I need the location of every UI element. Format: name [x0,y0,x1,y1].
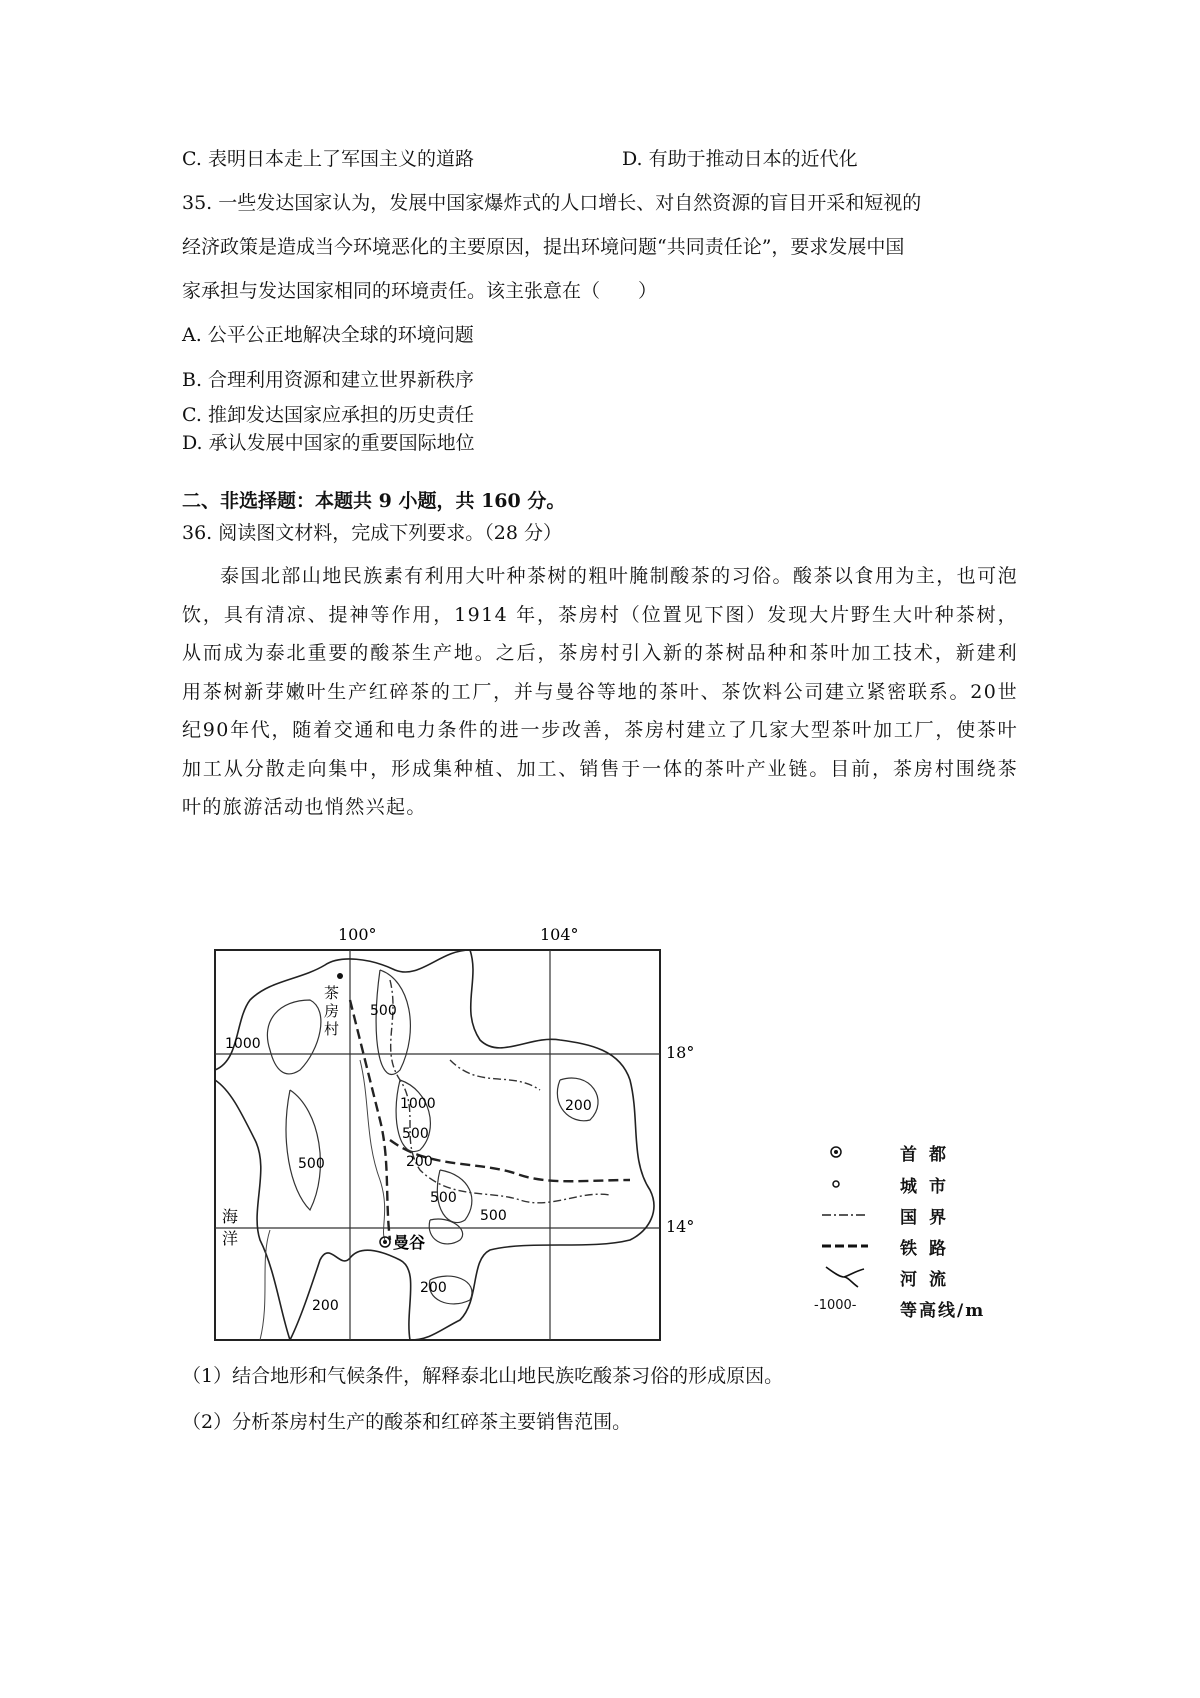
q35-option-c: C. 推卸发达国家应承担的历史责任 [182,404,474,426]
contour-label: 1000 [225,1036,261,1052]
contour-label: 500 [298,1156,325,1172]
contour-500-north [376,970,410,1074]
contour-1000-north [267,1000,321,1074]
contour-label: 500 [430,1190,457,1206]
contour-label: 200 [420,1280,447,1296]
contour-label: 200 [312,1298,339,1314]
q35-option-b: B. 合理利用资源和建立世界新秩序 [182,369,475,391]
q35-stem-line2: 经济政策是造成当今环境恶化的主要原因，提出环境问题“共同责任论”，要求发展中国 [182,236,905,258]
q34-option-c: C. 表明日本走上了军国主义的道路 [182,148,474,170]
legend-label: 铁路 [900,1239,958,1259]
capital-marker-dot [383,1240,387,1244]
contour-label: 200 [406,1154,433,1170]
contour-label: 1000 [400,1096,436,1112]
contour-500-west [286,1090,320,1210]
railway-line-icon [822,1234,868,1258]
capital-icon [822,1140,868,1164]
village-label: 茶 房 村 [324,984,340,1038]
lat-label-14: 14° [666,1217,695,1236]
q34-option-d: D. 有助于推动日本的近代化 [622,148,858,170]
q35-option-d: D. 承认发展中国家的重要国际地位 [182,432,475,454]
contour-label: 200 [565,1098,592,1114]
border-line-icon [822,1203,868,1227]
q35-stem-line1: 35. 一些发达国家认为，发展中国家爆炸式的人口增长、对自然资源的盲目开采和短视的 [182,192,922,214]
river-chao-phraya [360,1060,385,1240]
city-marker-chafang [337,973,343,979]
contour-label: 500 [402,1126,429,1142]
q35-stem-line3: 家承担与发达国家相同的环境责任。该主张意在（ ） [182,280,658,302]
q36-subquestion-1: （1）结合地形和气候条件，解释泰北山地民族吃酸茶习俗的形成原因。 [182,1365,784,1387]
contour-icon: -1000- [814,1298,857,1313]
legend-label: 河流 [900,1270,958,1290]
legend-label: 国界 [900,1208,958,1228]
legend-label: 等高线/m [900,1301,986,1321]
lat-label-18: 18° [666,1043,695,1062]
q36-subquestion-2: （2）分析茶房村生产的酸茶和红碎茶主要销售范围。 [182,1411,632,1433]
legend-label: 城市 [900,1177,958,1197]
contour-label: 500 [370,1003,397,1019]
lon-label-104: 104° [540,925,579,944]
q36-stem: 36. 阅读图文材料，完成下列要求。（28 分） [182,522,562,544]
q36-paragraph: 泰国北部山地民族素有利用大叶种茶树的粗叶腌制酸茶的习俗。酸茶以食用为主，也可泡饮，具有清凉、提神等作用，1914 年，茶房村（位置见下图）发现大片野生大叶种茶树，从而成为泰北重要的酸茶生产地。之后，茶房村引入新的茶树品种和茶叶加工技术，新建利用茶树新芽嫩叶生产红碎茶的工厂，并与曼谷等地的茶叶、茶饮料公司建立紧密联系。20世纪90年代，随着交通和电力条件的进一步改善，茶房村建立了几家大型茶叶加工厂，使茶叶加工从分散走向集中，形成集种植、加工、销售于一体的茶叶产业链。目前，茶房村围绕茶叶的旅游活动也悄然兴起。 [182,565,1018,818]
lon-label-100: 100° [338,925,377,944]
river-icon [822,1265,868,1289]
sea-label: 海 洋 [222,1207,239,1248]
thailand-topographic-map [222,925,910,1340]
contour-label: 500 [480,1208,507,1224]
shoreline-detail [260,1230,270,1340]
legend-label: 首都 [900,1145,958,1165]
capital-label: 曼谷 [393,1233,426,1252]
section-heading: 二、非选择题：本题共 9 小题，共 160 分。 [182,490,566,512]
city-icon [822,1172,868,1196]
q35-option-a: A. 公平公正地解决全球的环境问题 [182,324,474,346]
